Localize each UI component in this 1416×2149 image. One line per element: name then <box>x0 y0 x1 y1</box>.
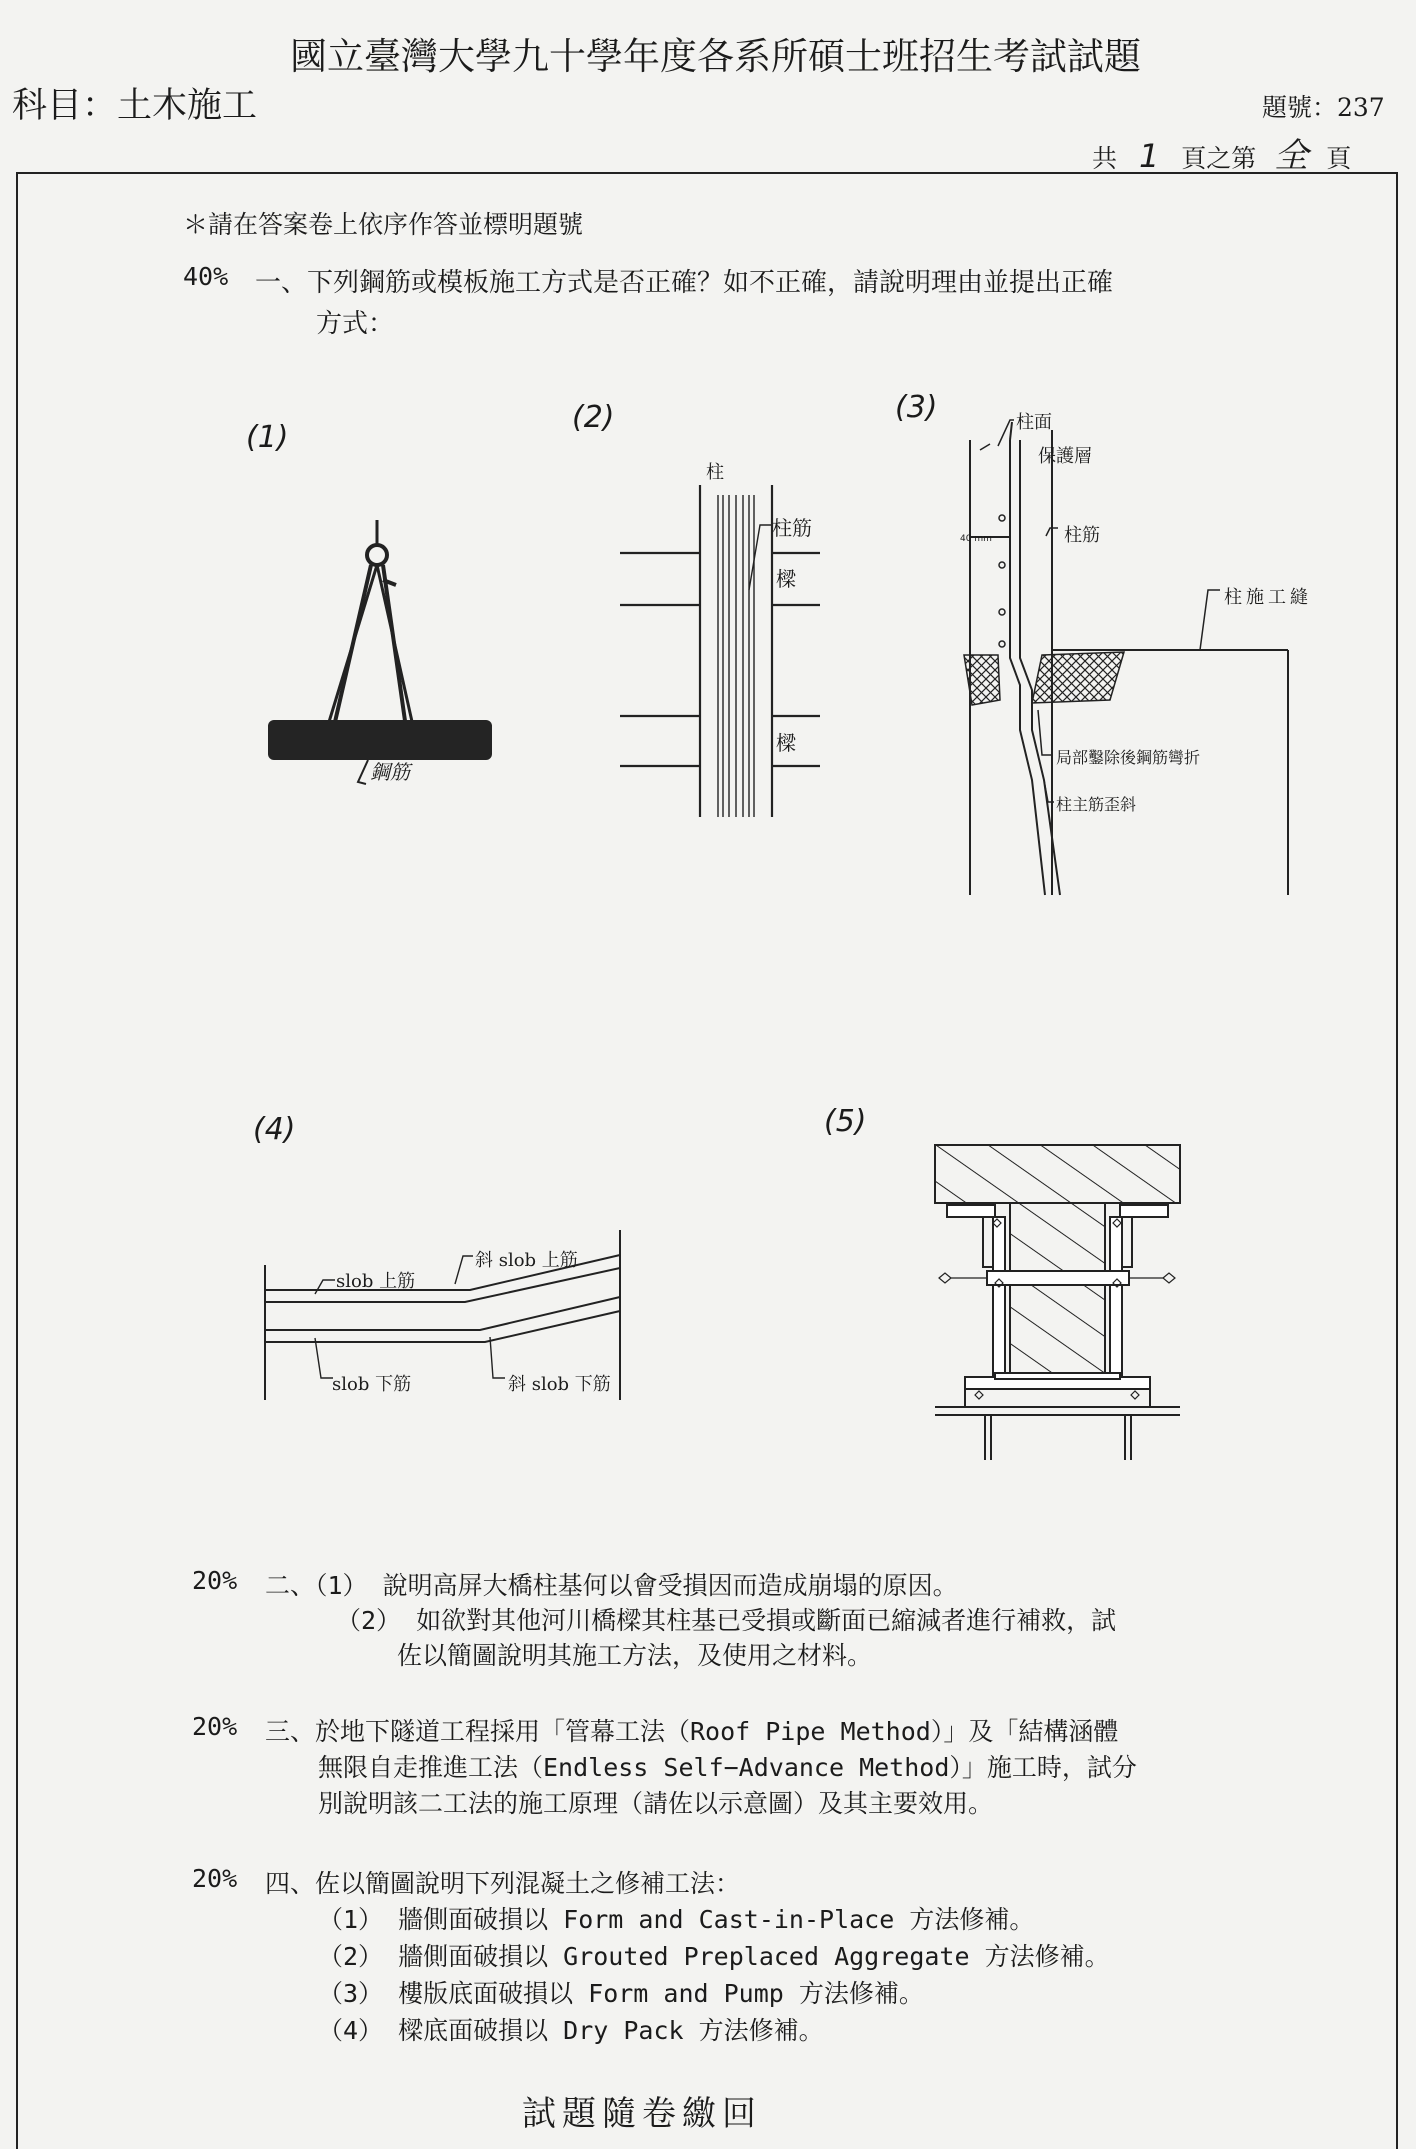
q1-line1: 一、下列鋼筋或模板施工方式是否正確？如不正確，請說明理由並提出正確 <box>255 268 1114 298</box>
pages-total: 1 <box>1138 137 1160 175</box>
figure-4-slab-bottom-label: slob 下筋 <box>332 1374 412 1395</box>
q1-weight: 40% <box>183 262 229 291</box>
pages-current: 全 <box>1274 136 1309 176</box>
q3-line3: 別說明該二工法的施工原理（請佐以示意圖）及其主要效用。 <box>318 1789 994 1818</box>
pages-prefix: 共 <box>1092 144 1118 173</box>
figure-1-rebar-label: 鋼筋 <box>370 760 410 784</box>
figure-2-column-label: 柱 <box>706 462 724 483</box>
figure-2-number: (2) <box>572 400 615 435</box>
q4-item: （1） 牆側面破損以 Form and Cast-in-Place 方法修補。 <box>318 1905 1035 1934</box>
q2-line1: 二、（1） 說明高屏大橋柱基何以會受損因而造成崩塌的原因。 <box>265 1571 958 1600</box>
q4-line1: 四、佐以簡圖說明下列混凝土之修補工法： <box>265 1869 741 1898</box>
figure-5-beam-formwork <box>935 1145 1195 1465</box>
q3-line2: 無限自走推進工法（Endless Self−Advance Method）」施工時，試分 <box>318 1753 1137 1782</box>
q3-line1: 三、於地下隧道工程採用「管幕工法（Roof Pipe Method）」及「結構涵體 <box>265 1717 1119 1746</box>
figure-3-number: (3) <box>895 390 938 425</box>
q1-line2: 方式： <box>316 309 395 339</box>
pages-suffix: 頁 <box>1326 144 1352 173</box>
pages-mid: 頁之第 <box>1181 144 1257 173</box>
q4-weight: 20% <box>192 1864 238 1893</box>
figure-3-joint-label: 柱施工縫 <box>1224 587 1312 608</box>
q3-weight: 20% <box>192 1712 238 1741</box>
figure-4-slant-top-label: 斜 slob 上筋 <box>475 1250 578 1271</box>
figure-5-number: (5) <box>824 1104 867 1139</box>
return-notice: 試題隨卷繳回 <box>522 2094 762 2134</box>
figure-4-number: (4) <box>253 1112 296 1147</box>
figure-3-bend-label: 局部鑿除後鋼筋彎折 <box>1056 748 1201 767</box>
figure-4-slant-bottom-label: 斜 slob 下筋 <box>508 1374 611 1395</box>
figure-3-tilt-label: 柱主筋歪斜 <box>1056 795 1137 814</box>
figure-3-cover-label: 保護層 <box>1038 446 1092 467</box>
figure-2-column-bar-label: 柱筋 <box>772 516 812 540</box>
subject-label: 科目：土木施工 <box>12 86 258 126</box>
figure-3-column-joint <box>950 400 1350 900</box>
q2-line3: 佐以簡圖說明其施工方法，及使用之材料。 <box>397 1641 873 1670</box>
figure-3-column-bar-label: 柱筋 <box>1064 525 1100 546</box>
figure-4-slab-top-label: slob 上筋 <box>336 1271 416 1292</box>
figure-2-beam-bottom-label: 樑 <box>776 731 796 755</box>
q4-item: （3） 樓版底面破損以 Form and Pump 方法修補。 <box>318 1979 924 2008</box>
figure-1-lifting-rebar <box>250 510 500 790</box>
q4-item: （4） 樑底面破損以 Dry Pack 方法修補。 <box>318 2016 824 2045</box>
figure-2-beam-top-label: 樑 <box>776 567 796 591</box>
q4-item: （2） 牆側面破損以 Grouted Preplaced Aggregate 方法修補。 <box>318 1942 1110 1971</box>
figure-1-number: (1) <box>246 420 289 455</box>
instruction: ＊請在答案卷上依序作答並標明題號 <box>183 210 584 239</box>
exam-title: 國立臺灣大學九十學年度各系所碩士班招生考試試題 <box>290 35 1141 78</box>
figure-3-dimension-label: 40 mm <box>960 534 992 544</box>
q2-weight: 20% <box>192 1566 238 1595</box>
page-count <box>1092 128 1351 177</box>
q2-line2: （2） 如欲對其他河川橋樑其柱基已受損或斷面已縮減者進行補救，試 <box>336 1606 1117 1635</box>
figure-3-column-face-label: 柱面 <box>1016 412 1052 433</box>
exam-number: 題號：237 <box>1262 93 1385 122</box>
